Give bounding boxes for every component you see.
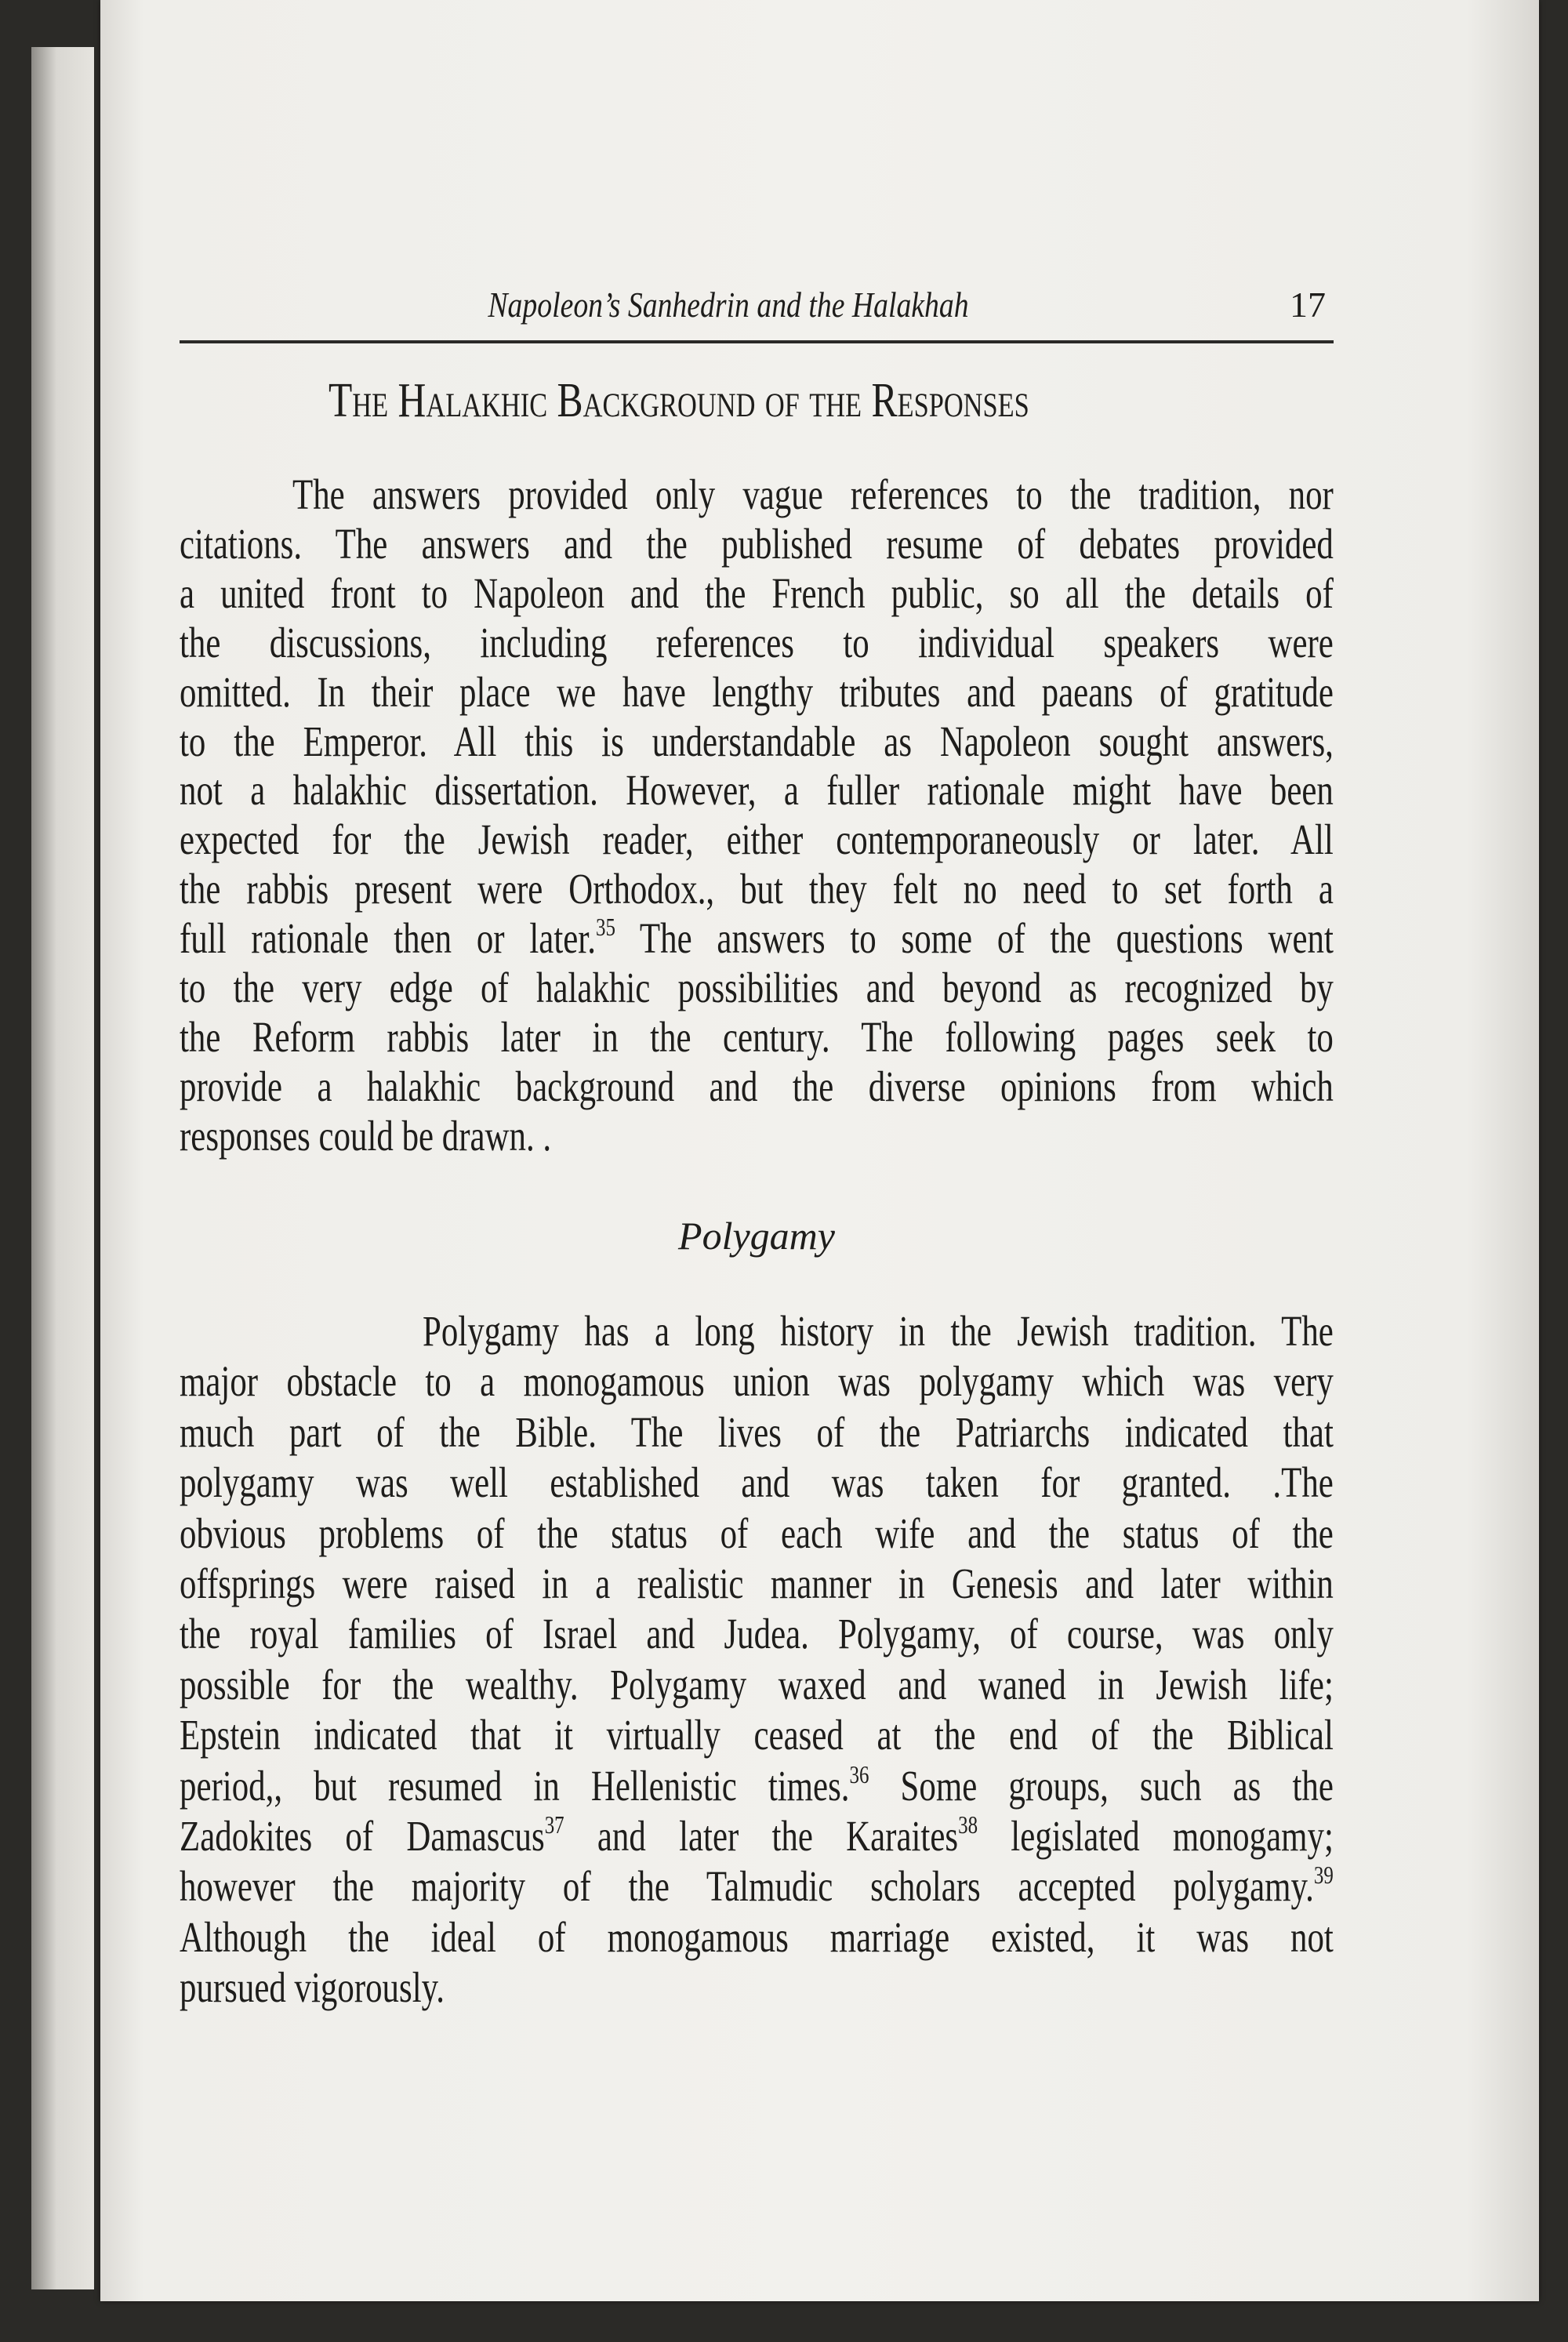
- line-text: however the majority of the Talmudic scholars accepted polygamy.: [180, 1862, 1314, 1911]
- paragraph2-line: [180, 1710, 1334, 1759]
- paragraph1-line: [180, 667, 1334, 717]
- line-text: citations. The answers and the published resume of debates provided: [180, 519, 1334, 568]
- paragraph1-line: [180, 1062, 1334, 1111]
- line-text: Some groups, such as the: [869, 1761, 1334, 1810]
- line-text: legislated monogamy;: [978, 1812, 1334, 1860]
- footnote-marker: 35: [595, 913, 615, 942]
- paragraph2-line: [180, 1963, 1334, 2012]
- line-text: The answers to some of the questions went: [615, 914, 1334, 963]
- page-number: 17: [1290, 285, 1326, 325]
- adjacent-page-edge: [31, 47, 94, 2289]
- line-text: The answers provided only vague references to the tradition, nor: [292, 470, 1334, 518]
- line-text: period,, but resumed in Hellenistic times.: [180, 1761, 850, 1810]
- paragraph2-line: [180, 1458, 1334, 1507]
- line-text: major obstacle to a monogamous union was polygamy which was very: [180, 1357, 1334, 1406]
- line-text: the Reform rabbis later in the century. The following pages seek to: [180, 1012, 1334, 1061]
- line-text: expected for the Jewish reader, either contemporaneously or later. All: [180, 815, 1334, 864]
- line-text: provide a halakhic background and the diverse opinions from which: [180, 1062, 1334, 1110]
- sub-heading-polygamy: Polygamy: [678, 1214, 835, 1258]
- running-head: [180, 284, 1334, 331]
- paragraph2-line: [180, 1761, 1334, 1810]
- footnote-marker: 36: [849, 1759, 869, 1788]
- line-text: obvious problems of the status of each wife and the status of the: [180, 1509, 1334, 1557]
- line-text: responses could be drawn. .: [180, 1111, 552, 1160]
- paragraph1-line: [180, 618, 1334, 667]
- paragraph2-line: [180, 1811, 1334, 1861]
- paragraph2-line: [180, 1660, 1334, 1709]
- paragraph2-line: [180, 1559, 1334, 1608]
- footnote-marker: 38: [958, 1810, 978, 1839]
- line-text: a united front to Napoleon and the French public, so all the details of: [180, 568, 1334, 617]
- paragraph2-line: [180, 1509, 1334, 1558]
- paragraph2-line: [180, 1306, 1334, 1356]
- paragraph1-line: [180, 1012, 1334, 1062]
- running-head-title: Napoleon’s Sanhedrin and the Halakhah: [488, 285, 969, 325]
- header-rule: [180, 340, 1334, 343]
- line-text: the discussions, including references to individual speakers were: [180, 618, 1334, 666]
- line-text: much part of the Bible. The lives of the Patriarchs indicated that: [180, 1407, 1334, 1456]
- line-text: pursued vigorously.: [180, 1963, 445, 2012]
- paragraph2-line: [180, 1356, 1334, 1406]
- line-text: the royal families of Israel and Judea. Polygamy, of course, was only: [180, 1610, 1334, 1658]
- line-text: and later the Karaites: [564, 1812, 959, 1860]
- line-text: to the very edge of halakhic possibilities and beyond as recognized by: [180, 964, 1334, 1011]
- line-text: Although the ideal of monogamous marriage existed, it was not: [180, 1912, 1334, 1961]
- paragraph2-line: [180, 1407, 1334, 1457]
- paragraph2-line: [180, 1912, 1334, 1962]
- footnote-marker: 37: [544, 1810, 564, 1839]
- paragraph1-line: [180, 913, 1334, 963]
- paragraph1-line: [180, 864, 1334, 913]
- footnote-marker: 39: [1313, 1861, 1334, 1890]
- paragraph1-line: [180, 963, 1334, 1012]
- paragraph2-line: [180, 1609, 1334, 1658]
- paragraph1-line: [180, 470, 1334, 519]
- line-text: the rabbis present were Orthodox., but they felt no need to set forth a: [180, 865, 1334, 913]
- paragraph1-line: [180, 519, 1334, 568]
- line-text: offsprings were raised in a realistic manner in Genesis and later within: [180, 1560, 1334, 1607]
- line-text: Polygamy has a long history in the Jewish tradition. The: [422, 1307, 1334, 1355]
- paragraph2-line: [180, 1861, 1334, 1911]
- section-heading: The Halakhic Background of the Responses: [328, 374, 1029, 427]
- line-text: omitted. In their place we have lengthy tributes and paeans of gratitude: [180, 667, 1334, 716]
- line-text: Epstein indicated that it virtually ceased at the end of the Biblical: [180, 1711, 1334, 1759]
- paragraph1-line: [180, 1111, 1334, 1160]
- line-text: to the Emperor. All this is understandable as Napoleon sought answers,: [180, 717, 1334, 765]
- paragraph1-line: [180, 765, 1334, 815]
- line-text: polygamy was well established and was taken for granted. .The: [180, 1458, 1334, 1507]
- paragraph1-line: [180, 815, 1334, 864]
- line-text: not a halakhic dissertation. However, a fuller rationale might have been: [180, 766, 1334, 815]
- line-text: Zadokites of Damascus: [180, 1812, 545, 1860]
- paragraph1-line: [180, 717, 1334, 766]
- line-text: possible for the wealthy. Polygamy waxed and waned in Jewish life;: [180, 1660, 1334, 1708]
- paragraph1-line: [180, 568, 1334, 618]
- line-text: full rationale then or later.: [180, 914, 596, 963]
